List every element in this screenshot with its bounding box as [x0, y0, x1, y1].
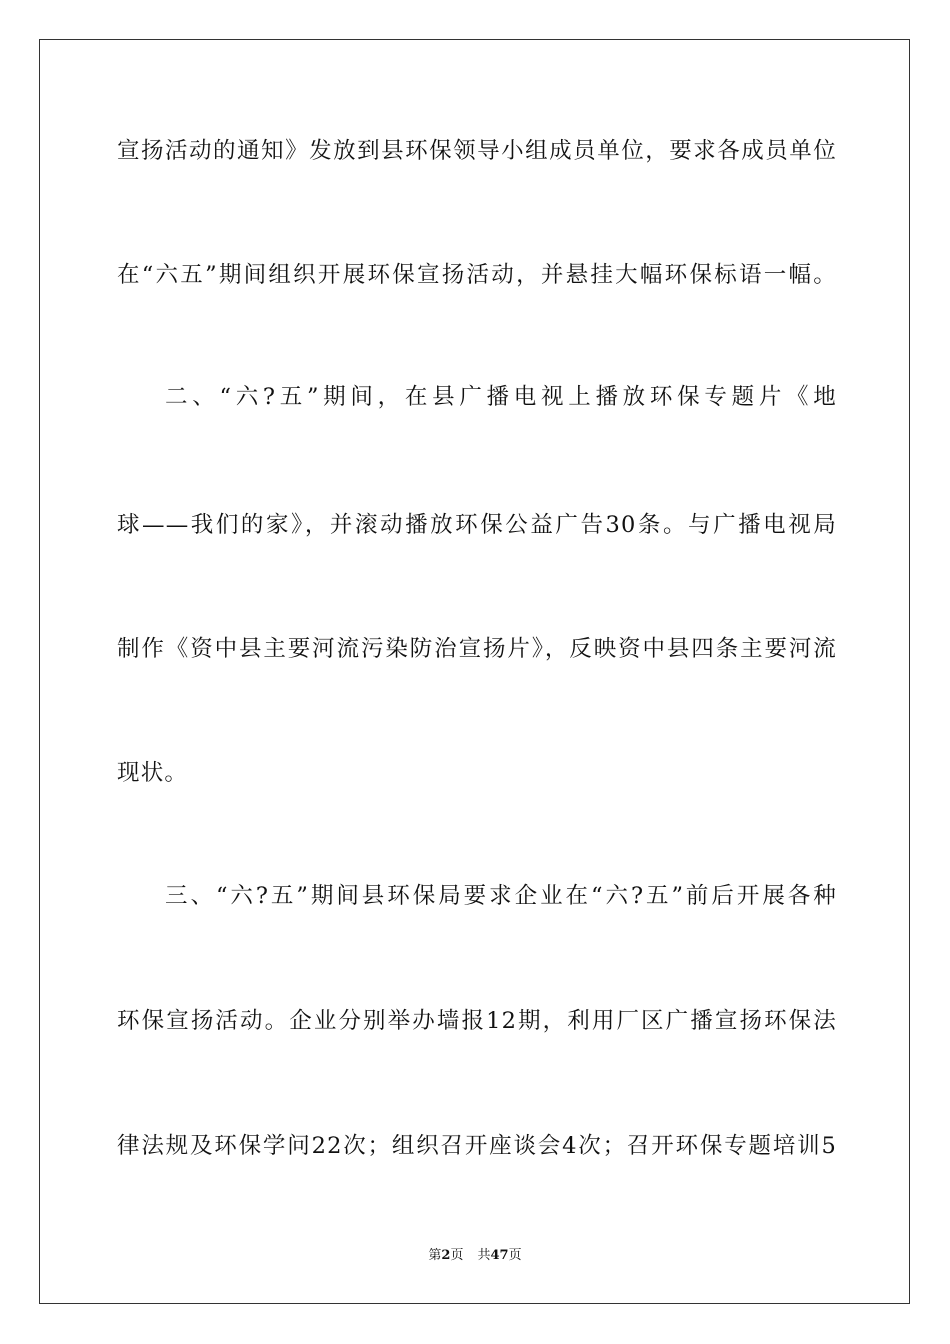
body-text-line-5: 制作《资中县主要河流污染防治宣扬片》，反映资中县四条主要河流 [117, 636, 837, 662]
body-text-line-1: 宣扬活动的通知》发放到县环保领导小组成员单位，要求各成员单位 [117, 138, 837, 164]
page-prefix: 第 [428, 1248, 442, 1263]
page-border [39, 39, 910, 1304]
body-text-line-7: 三、“六?五”期间县环保局要求企业在“六?五”前后开展各种 [165, 883, 837, 909]
body-text-line-8: 环保宣扬活动。企业分别举办墙报12期，利用厂区广播宣扬环保法 [117, 1008, 837, 1034]
total-suffix: 页 [508, 1248, 522, 1263]
body-text-line-2: 在“六五”期间组织开展环保宣扬活动，并悬挂大幅环保标语一幅。 [117, 262, 837, 288]
body-text-line-9: 律法规及环保学问22次；组织召开座谈会4次；召开环保专题培训5 [117, 1133, 837, 1159]
total-prefix: 共 [477, 1248, 491, 1263]
page-number: 2 [441, 1248, 451, 1263]
body-text-line-3: 二、“六?五”期间，在县广播电视上播放环保专题片《地 [165, 384, 837, 410]
total-pages: 47 [490, 1248, 509, 1263]
body-text-line-6: 现状。 [117, 760, 189, 786]
body-text-line-4: 球——我们的家》，并滚动播放环保公益广告30条。与广播电视局 [117, 512, 837, 538]
page-suffix: 页 [450, 1248, 464, 1263]
page-footer [0, 1248, 950, 1264]
